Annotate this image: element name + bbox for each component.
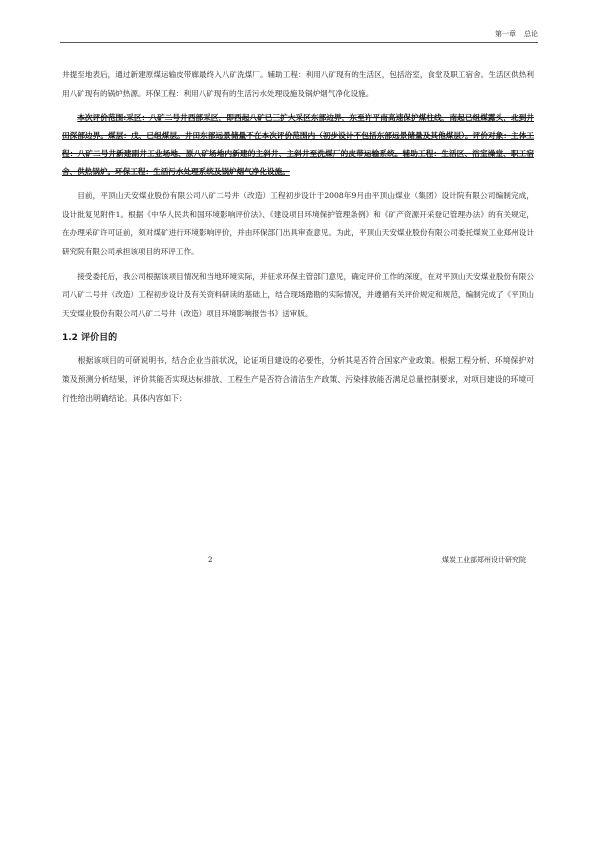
section-title: 评价目的 [81, 333, 118, 344]
paragraph-objective: 根据该项目的可研说明书，结合企业当前状况，论证项目建设的必要性，分析其是否符合国家产业政策。根据工程分析、环境保护对策及预测分析结果，评价其能否实现达标排放、工程生产是否符合清洁生产政策、污染排放能否满足总量控制要求，对项目建设的环境可行性给出明确结论。具体内容如下： [62, 356, 534, 404]
document-body [62, 66, 534, 408]
paragraph-background: 目前，平顶山天安煤业股份有限公司八矿二号井（改造）工程初步设计于2008年9月由平顶山煤业（集团）设计院有限公司编制完成，设计批复见附件1。根据《中华人民共和国环境影响评价法》、《建设项目环境保护管理条例》和《矿产资源开采登记管理办法》的有关规定，在办理采矿许可证前，须对煤矿进行环境影响评价，并由环保部门出具审查意见。为此，平顶山天安煤业股份有限公司委托煤炭工业郑州设计研究院有限公司承担该项目的环评工作。 [62, 191, 534, 256]
section-heading [62, 329, 534, 347]
paragraph-construction: 井提至地表后，通过新建原煤运输皮带廊最终入八矿洗煤厂。辅助工程：利用八矿现有的生活区，包括浴室，食堂及职工宿舍。生活区供热利用八矿现有的锅炉热源。环保工程：利用八矿现有的生活污水处理设施及锅炉烟气净化设施。 [62, 70, 534, 98]
paragraph-evaluation-scope-deleted: 本次评价范围:采区：八矿二号井西部采区，即西起八矿已三扩大采区东部边界，东至许平南高速保护煤柱线，南起已组煤露头，北到井田深部边界。煤层：戊、已组煤层。井田东部远景储量不在本次评价范围内（初步设计不包括东部远景储量及其他煤层）。评价对象：主体工程：八矿二号井新建副井工业场地、原八矿场地内新建的主斜井、主斜井至洗煤厂的皮带运输系统。辅助工程：生活区、浴室澡堂、职工宿舍、供热锅炉。环保工程：生活污水处理系统及锅炉烟气净化设施。 [62, 113, 534, 177]
page-number: 2 [208, 556, 213, 564]
section-number: 1.2 [62, 333, 78, 344]
header-chapter: 第一章 [495, 30, 516, 38]
paragraph-commission: 接受委托后，我公司根据该项目情况和当地环境实际，并征求环保主管部门意见，确定评价工作的深度，在对平顶山天安煤业股份有限公司八矿二号井（改造）工程初步设计及有关资料研读的基础上，结合现场踏勘的实际情况，并遵循有关评价规定和规范，编制完成了《平顶山天安煤业股份有限公司八矿二号井（改造）项目环境影响报告书》送审版。 [62, 271, 534, 318]
header-title: 总论 [524, 30, 538, 38]
footer-organization: 煤炭工业部郑州设计研究院 [442, 556, 526, 564]
page-header [60, 28, 538, 43]
